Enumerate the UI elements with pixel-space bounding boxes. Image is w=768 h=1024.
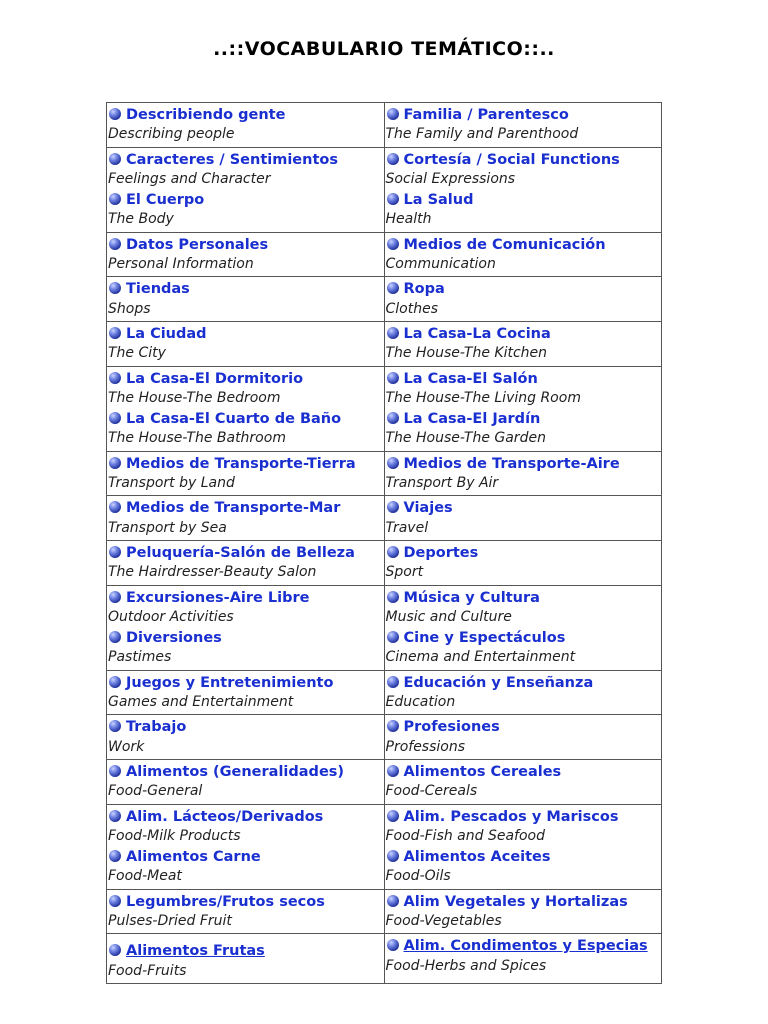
blue-ball-bullet-icon bbox=[109, 372, 121, 384]
blue-ball-bullet-icon bbox=[109, 108, 121, 120]
blue-ball-bullet-icon bbox=[387, 193, 399, 205]
table-row bbox=[107, 451, 662, 496]
topic-link[interactable]: Datos Personales bbox=[126, 236, 269, 253]
english-translation: Pastimes bbox=[108, 649, 172, 666]
table-cell bbox=[107, 804, 385, 889]
topic-link[interactable]: La Casa-El Dormitorio bbox=[126, 370, 304, 387]
vocab-entry bbox=[386, 497, 661, 538]
topic-link[interactable]: Legumbres/Frutos secos bbox=[126, 893, 325, 910]
blue-ball-bullet-icon bbox=[387, 939, 399, 951]
vocab-entry bbox=[108, 716, 383, 757]
topic-line bbox=[386, 453, 661, 474]
vocabulary-table-body bbox=[107, 103, 662, 984]
vocab-entry bbox=[108, 189, 383, 230]
topic-link[interactable]: Describiendo gente bbox=[126, 107, 286, 123]
topic-link[interactable]: Alimentos Cereales bbox=[403, 763, 562, 780]
topic-link[interactable]: Educación y Enseñanza bbox=[403, 674, 594, 691]
vocab-entry bbox=[386, 104, 661, 145]
topic-link[interactable]: Diversiones bbox=[126, 630, 222, 647]
blue-ball-bullet-icon bbox=[387, 238, 399, 250]
vocab-entry bbox=[108, 672, 383, 713]
vocab-entry bbox=[386, 323, 661, 364]
english-translation: Transport by Sea bbox=[108, 519, 227, 536]
english-translation: The Family and Parenthood bbox=[385, 126, 579, 143]
blue-ball-bullet-icon bbox=[109, 591, 121, 603]
topic-line bbox=[386, 149, 661, 170]
blue-ball-bullet-icon bbox=[109, 895, 121, 907]
table-cell bbox=[384, 715, 662, 760]
topic-link[interactable]: Medios de Transporte-Aire bbox=[403, 455, 620, 472]
topic-link[interactable]: Alim. Pescados y Mariscos bbox=[403, 808, 619, 825]
topic-link[interactable]: Música y Cultura bbox=[403, 589, 540, 606]
blue-ball-bullet-icon bbox=[109, 720, 121, 732]
topic-line bbox=[108, 542, 383, 563]
vocab-entry bbox=[386, 627, 661, 668]
topic-link[interactable]: Familia / Parentesco bbox=[403, 107, 569, 123]
english-translation: Travel bbox=[385, 519, 429, 536]
table-row bbox=[107, 715, 662, 760]
topic-link[interactable]: Medios de Transporte-Mar bbox=[126, 500, 341, 517]
table-cell bbox=[384, 670, 662, 715]
english-translation: Games and Entertainment bbox=[108, 694, 294, 711]
topic-line bbox=[386, 806, 661, 827]
vocab-entry bbox=[386, 716, 661, 757]
topic-link[interactable]: La Casa-El Salón bbox=[403, 370, 538, 387]
vocab-entry bbox=[386, 846, 661, 887]
topic-line bbox=[386, 846, 661, 867]
topic-line bbox=[108, 189, 383, 210]
table-cell bbox=[384, 496, 662, 541]
vocab-entry bbox=[108, 408, 383, 449]
topic-link[interactable]: La Casa-El Jardín bbox=[403, 411, 541, 428]
english-translation: Education bbox=[385, 694, 456, 711]
table-row bbox=[107, 934, 662, 984]
english-translation: Food-Vegetables bbox=[385, 912, 502, 929]
blue-ball-bullet-icon bbox=[387, 591, 399, 603]
english-translation: Professions bbox=[385, 738, 466, 755]
topic-line bbox=[386, 104, 661, 125]
topic-link[interactable]: El Cuerpo bbox=[126, 192, 205, 209]
vocab-entry bbox=[386, 368, 661, 409]
blue-ball-bullet-icon bbox=[109, 327, 121, 339]
english-translation: Social Expressions bbox=[385, 170, 516, 187]
topic-line bbox=[108, 453, 383, 474]
vocab-entry bbox=[386, 149, 661, 190]
table-cell bbox=[107, 540, 385, 585]
topic-line bbox=[386, 542, 661, 563]
blue-ball-bullet-icon bbox=[109, 412, 121, 424]
vocab-entry bbox=[108, 891, 383, 932]
table-cell bbox=[107, 147, 385, 232]
topic-link[interactable]: Alimentos (Generalidades) bbox=[126, 763, 345, 780]
vocab-entry bbox=[386, 806, 661, 847]
table-cell bbox=[107, 277, 385, 322]
vocab-entry bbox=[108, 846, 383, 887]
english-translation: Describing people bbox=[108, 126, 235, 143]
english-translation: Food-Fruits bbox=[108, 962, 187, 979]
topic-line bbox=[108, 672, 383, 693]
topic-link[interactable]: Alim Vegetales y Hortalizas bbox=[403, 893, 628, 910]
table-row bbox=[107, 670, 662, 715]
topic-link[interactable]: Alimentos Frutas bbox=[126, 943, 265, 960]
table-cell bbox=[107, 715, 385, 760]
topic-link[interactable]: Trabajo bbox=[126, 719, 187, 736]
vocab-entry bbox=[108, 806, 383, 847]
topic-link[interactable]: Peluquería-Salón de Belleza bbox=[126, 544, 355, 561]
topic-link[interactable]: Tiendas bbox=[126, 281, 190, 298]
english-translation: Food-Cereals bbox=[385, 783, 478, 800]
vocab-entry bbox=[108, 587, 383, 628]
topic-line bbox=[386, 368, 661, 389]
table-cell bbox=[107, 451, 385, 496]
table-row bbox=[107, 496, 662, 541]
blue-ball-bullet-icon bbox=[387, 546, 399, 558]
blue-ball-bullet-icon bbox=[387, 850, 399, 862]
topic-line bbox=[386, 497, 661, 518]
blue-ball-bullet-icon bbox=[109, 153, 121, 165]
topic-link[interactable]: La Casa-El Cuarto de Baño bbox=[126, 411, 342, 428]
english-translation: Transport By Air bbox=[385, 475, 499, 492]
topic-line bbox=[386, 189, 661, 210]
topic-link[interactable]: Profesiones bbox=[403, 719, 500, 736]
topic-line bbox=[386, 627, 661, 648]
vocab-entry bbox=[386, 761, 661, 802]
page-title: ..::VOCABULARIO TEMÁTICO::.. bbox=[213, 38, 555, 60]
english-translation: Shops bbox=[108, 300, 151, 317]
topic-line bbox=[386, 716, 661, 737]
vocab-entry bbox=[108, 497, 383, 538]
blue-ball-bullet-icon bbox=[387, 457, 399, 469]
blue-ball-bullet-icon bbox=[387, 412, 399, 424]
english-translation: Food-Meat bbox=[108, 868, 182, 885]
topic-line bbox=[386, 234, 661, 255]
blue-ball-bullet-icon bbox=[109, 546, 121, 558]
table-row bbox=[107, 585, 662, 670]
vocab-entry bbox=[108, 627, 383, 668]
table-cell bbox=[107, 889, 385, 934]
vocab-entry bbox=[108, 278, 383, 319]
vocab-entry bbox=[386, 672, 661, 713]
topic-line bbox=[108, 497, 383, 518]
blue-ball-bullet-icon bbox=[387, 153, 399, 165]
topic-line bbox=[386, 761, 661, 782]
topic-link[interactable]: Cine y Espectáculos bbox=[403, 630, 566, 647]
english-translation: Outdoor Activities bbox=[108, 608, 234, 625]
vocab-entry bbox=[108, 542, 383, 583]
blue-ball-bullet-icon bbox=[109, 193, 121, 205]
table-cell bbox=[107, 670, 385, 715]
topic-link[interactable]: Viajes bbox=[403, 500, 453, 517]
topic-link[interactable]: Excursiones-Aire Libre bbox=[126, 589, 310, 606]
english-translation: The City bbox=[108, 345, 166, 362]
vocab-entry bbox=[386, 587, 661, 628]
topic-link[interactable]: Medios de Transporte-Tierra bbox=[126, 455, 356, 472]
blue-ball-bullet-icon bbox=[387, 327, 399, 339]
table-cell bbox=[384, 277, 662, 322]
topic-line bbox=[386, 278, 661, 299]
table-cell bbox=[384, 147, 662, 232]
table-cell bbox=[384, 804, 662, 889]
vocab-entry bbox=[108, 149, 383, 190]
blue-ball-bullet-icon bbox=[109, 631, 121, 643]
table-row bbox=[107, 540, 662, 585]
vocab-entry bbox=[386, 891, 661, 932]
blue-ball-bullet-icon bbox=[387, 372, 399, 384]
english-translation: The House-The Garden bbox=[385, 430, 546, 447]
english-translation: Personal Information bbox=[108, 256, 254, 273]
table-cell bbox=[107, 103, 385, 148]
table-cell bbox=[384, 585, 662, 670]
topic-line bbox=[108, 716, 383, 737]
blue-ball-bullet-icon bbox=[387, 676, 399, 688]
vocab-entry bbox=[108, 761, 383, 802]
vocab-entry bbox=[386, 408, 661, 449]
topic-line bbox=[386, 672, 661, 693]
topic-line bbox=[108, 627, 383, 648]
english-translation: Feelings and Character bbox=[108, 170, 271, 187]
vocab-entry bbox=[108, 368, 383, 409]
blue-ball-bullet-icon bbox=[109, 282, 121, 294]
topic-link[interactable]: Alim. Lácteos/Derivados bbox=[126, 808, 324, 825]
topic-link[interactable]: Juegos y Entretenimiento bbox=[126, 674, 334, 691]
vocab-entry bbox=[386, 234, 661, 275]
english-translation: The Body bbox=[108, 211, 174, 228]
table-row bbox=[107, 759, 662, 804]
vocab-entry bbox=[386, 453, 661, 494]
english-translation: Transport by Land bbox=[108, 475, 235, 492]
blue-ball-bullet-icon bbox=[387, 895, 399, 907]
english-translation: Food-Milk Products bbox=[108, 827, 241, 844]
vocab-entry bbox=[386, 935, 661, 976]
table-row bbox=[107, 232, 662, 277]
topic-line bbox=[386, 587, 661, 608]
vocab-entry bbox=[108, 453, 383, 494]
topic-line bbox=[108, 806, 383, 827]
topic-line bbox=[108, 104, 383, 125]
topic-line bbox=[108, 761, 383, 782]
table-cell bbox=[384, 103, 662, 148]
topic-line bbox=[108, 149, 383, 170]
english-translation: Clothes bbox=[385, 300, 438, 317]
table-cell bbox=[384, 451, 662, 496]
topic-line bbox=[386, 935, 661, 956]
topic-line bbox=[108, 234, 383, 255]
table-cell bbox=[107, 585, 385, 670]
topic-link[interactable]: Alim. Condimentos y Especias bbox=[403, 938, 648, 955]
blue-ball-bullet-icon bbox=[387, 810, 399, 822]
table-row bbox=[107, 366, 662, 451]
blue-ball-bullet-icon bbox=[387, 631, 399, 643]
table-cell bbox=[107, 321, 385, 366]
table-cell bbox=[107, 934, 385, 984]
topic-link[interactable]: Alimentos Aceites bbox=[403, 849, 551, 866]
topic-link[interactable]: La Ciudad bbox=[126, 325, 207, 342]
english-translation: The House-The Living Room bbox=[385, 389, 581, 406]
table-cell bbox=[384, 232, 662, 277]
blue-ball-bullet-icon bbox=[109, 501, 121, 513]
table-row bbox=[107, 804, 662, 889]
vocab-entry bbox=[108, 234, 383, 275]
vocab-entry bbox=[108, 104, 383, 145]
table-cell bbox=[384, 321, 662, 366]
english-translation: Pulses-Dried Fruit bbox=[108, 912, 232, 929]
table-row bbox=[107, 147, 662, 232]
topic-line bbox=[108, 891, 383, 912]
blue-ball-bullet-icon bbox=[387, 108, 399, 120]
topic-link[interactable]: Ropa bbox=[403, 281, 445, 298]
table-row bbox=[107, 103, 662, 148]
topic-line bbox=[108, 408, 383, 429]
table-row bbox=[107, 889, 662, 934]
table-cell bbox=[107, 496, 385, 541]
topic-link[interactable]: Medios de Comunicación bbox=[403, 236, 606, 253]
vocab-entry bbox=[108, 323, 383, 364]
table-cell bbox=[384, 934, 662, 984]
table-cell bbox=[384, 889, 662, 934]
english-translation: Health bbox=[385, 211, 432, 228]
table-cell bbox=[107, 759, 385, 804]
english-translation: Food-General bbox=[108, 783, 203, 800]
english-translation: Food-Fish and Seafood bbox=[385, 827, 545, 844]
blue-ball-bullet-icon bbox=[109, 850, 121, 862]
english-translation: Communication bbox=[385, 256, 496, 273]
table-cell bbox=[384, 759, 662, 804]
topic-line bbox=[108, 278, 383, 299]
vocab-entry bbox=[386, 189, 661, 230]
english-translation: The House-The Bedroom bbox=[108, 389, 281, 406]
blue-ball-bullet-icon bbox=[109, 676, 121, 688]
topic-line bbox=[108, 940, 383, 961]
blue-ball-bullet-icon bbox=[387, 720, 399, 732]
topic-link[interactable]: La Casa-La Cocina bbox=[403, 325, 551, 342]
english-translation: The Hairdresser-Beauty Salon bbox=[108, 564, 317, 581]
vocab-entry bbox=[386, 278, 661, 319]
topic-line bbox=[108, 846, 383, 867]
english-translation: Work bbox=[108, 738, 145, 755]
english-translation: Sport bbox=[385, 564, 424, 581]
blue-ball-bullet-icon bbox=[109, 238, 121, 250]
blue-ball-bullet-icon bbox=[109, 810, 121, 822]
english-translation: The House-The Bathroom bbox=[108, 430, 286, 447]
topic-line bbox=[386, 323, 661, 344]
english-translation: Cinema and Entertainment bbox=[385, 649, 576, 666]
blue-ball-bullet-icon bbox=[387, 765, 399, 777]
table-row bbox=[107, 277, 662, 322]
table-row bbox=[107, 321, 662, 366]
blue-ball-bullet-icon bbox=[387, 282, 399, 294]
topic-line bbox=[108, 323, 383, 344]
topic-link[interactable]: La Salud bbox=[403, 192, 474, 209]
vocab-entry bbox=[108, 940, 383, 981]
table-cell bbox=[384, 540, 662, 585]
topic-link[interactable]: Alimentos Carne bbox=[126, 849, 261, 866]
blue-ball-bullet-icon bbox=[387, 501, 399, 513]
english-translation: Food-Oils bbox=[385, 868, 451, 885]
blue-ball-bullet-icon bbox=[109, 944, 121, 956]
table-cell bbox=[107, 232, 385, 277]
topic-link[interactable]: Deportes bbox=[403, 544, 479, 561]
topic-line bbox=[108, 587, 383, 608]
blue-ball-bullet-icon bbox=[109, 765, 121, 777]
topic-line bbox=[386, 891, 661, 912]
table-cell bbox=[107, 366, 385, 451]
topic-line bbox=[108, 368, 383, 389]
english-translation: Music and Culture bbox=[385, 608, 512, 625]
english-translation: Food-Herbs and Spices bbox=[385, 957, 547, 974]
topic-link[interactable]: Caracteres / Sentimientos bbox=[126, 151, 338, 168]
english-translation: The House-The Kitchen bbox=[385, 345, 547, 362]
topic-line bbox=[386, 408, 661, 429]
vocab-entry bbox=[386, 542, 661, 583]
blue-ball-bullet-icon bbox=[109, 457, 121, 469]
topic-link[interactable]: Cortesía / Social Functions bbox=[403, 151, 620, 168]
table-cell bbox=[384, 366, 662, 451]
vocabulary-table bbox=[106, 102, 662, 984]
